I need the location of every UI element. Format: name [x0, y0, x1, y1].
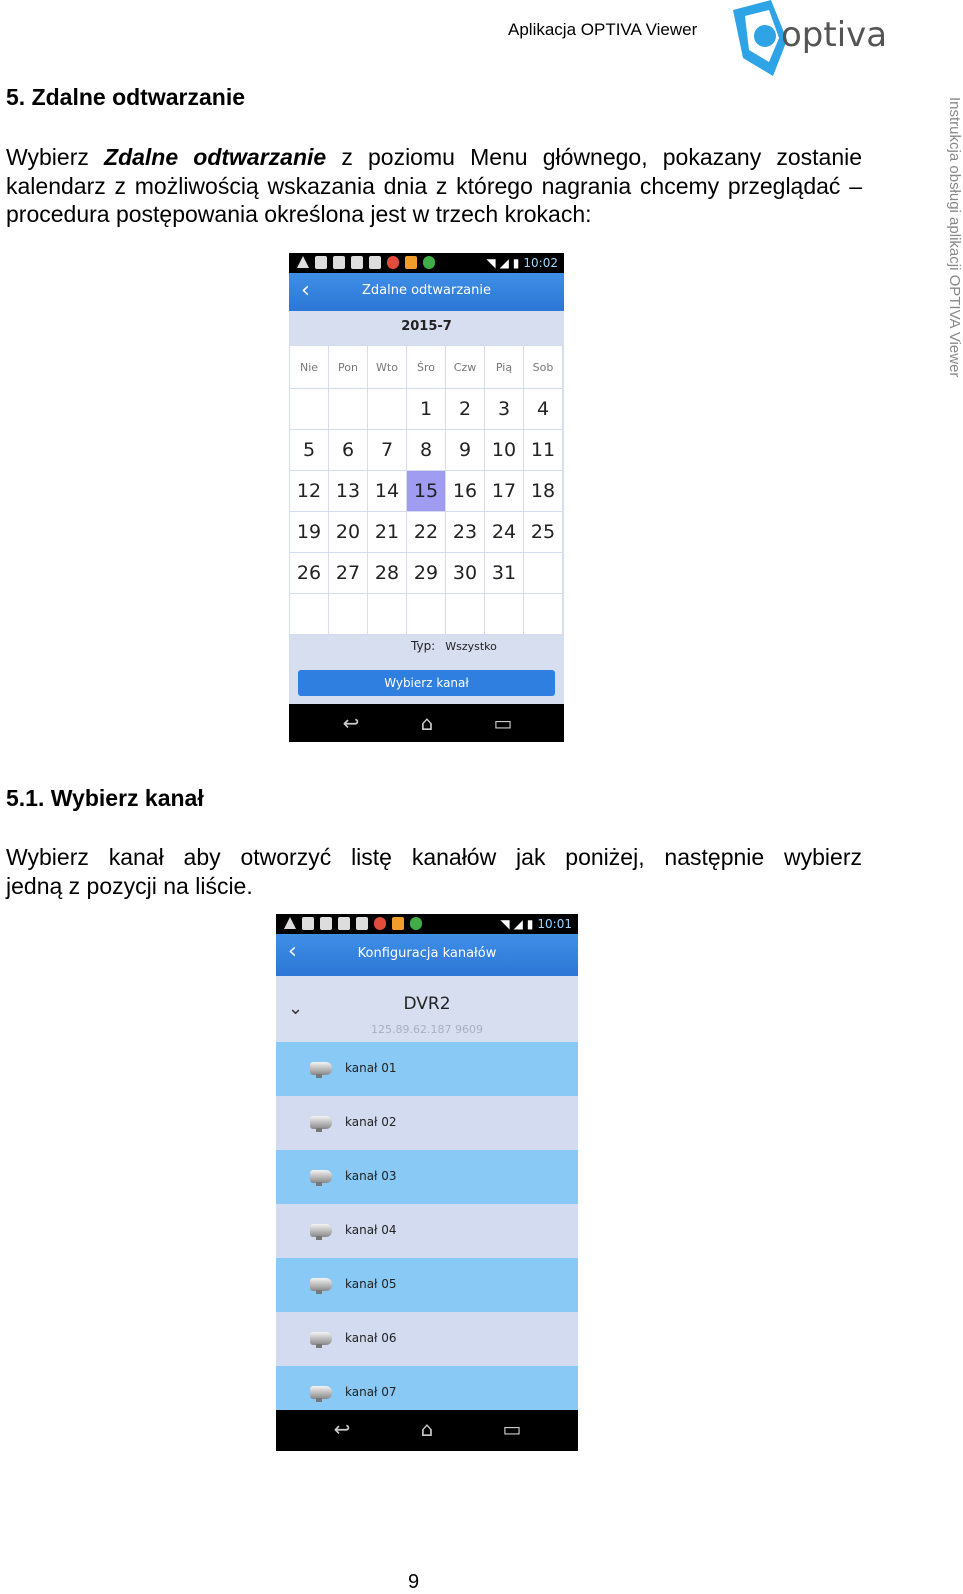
- type-value: Wszystko: [445, 640, 497, 653]
- channel-label: kanał 06: [345, 1331, 397, 1345]
- channel-label: kanał 03: [345, 1169, 397, 1183]
- calendar-day-cell[interactable]: 30: [446, 553, 485, 594]
- channel-label: kanał 05: [345, 1277, 397, 1291]
- channel-config-screenshot: [276, 914, 578, 1451]
- calendar-day-cell[interactable]: 19: [290, 512, 329, 553]
- home-nav-icon[interactable]: ⌂: [420, 1417, 434, 1441]
- channel-item[interactable]: [276, 1258, 578, 1312]
- weekday-header: Wto: [368, 346, 407, 389]
- calendar-day-cell[interactable]: 2: [446, 389, 485, 430]
- camera-icon: [310, 1386, 332, 1399]
- status-bar: [289, 253, 564, 273]
- calendar-day-cell: [368, 594, 407, 635]
- weekday-header: Czw: [446, 346, 485, 389]
- camera-icon: [310, 1278, 332, 1291]
- calendar-day-cell[interactable]: 15: [407, 471, 446, 512]
- calendar-day-cell: [524, 594, 563, 635]
- channel-label: kanał 04: [345, 1223, 397, 1237]
- calendar-week-row: [290, 430, 563, 471]
- camera-icon: [310, 1224, 332, 1237]
- calendar-day-cell[interactable]: 12: [290, 471, 329, 512]
- subsection-text-line: Wybierz kanał aby otworzyć listę kanałów jak poniżej, następnie wybierz: [6, 844, 862, 870]
- weekday-header: Śro: [407, 346, 446, 389]
- subsection-paragraph: [6, 843, 862, 900]
- calendar-day-cell[interactable]: 13: [329, 471, 368, 512]
- calendar-screenshot: [289, 253, 564, 742]
- intro-pre: Wybierz: [6, 144, 105, 170]
- app-icon: [374, 917, 386, 930]
- channel-item[interactable]: [276, 1096, 578, 1150]
- select-channel-button[interactable]: Wybierz kanał: [298, 670, 555, 696]
- app-icon: [392, 917, 404, 930]
- calendar-day-cell[interactable]: 27: [329, 553, 368, 594]
- back-nav-icon[interactable]: ↩: [342, 711, 360, 735]
- weekday-header: Nie: [290, 346, 329, 389]
- calendar-day-cell: [290, 389, 329, 430]
- screen-title: Zdalne odtwarzanie: [362, 283, 491, 298]
- shield-icon: [338, 917, 350, 930]
- weekday-header: Pią: [485, 346, 524, 389]
- image-icon: [369, 256, 381, 269]
- intro-post: z poziomu Menu głównego, pokazany zostanie kalendarz z możliwością wskazania dnia z którego nagrania chcemy przeglądać – procedura postępowania określona jest w trzech krokach:: [6, 144, 863, 227]
- type-label: Typ:: [411, 639, 436, 653]
- home-nav-icon[interactable]: ⌂: [420, 711, 434, 735]
- warning-icon: [284, 917, 296, 929]
- calendar-day-cell[interactable]: 28: [368, 553, 407, 594]
- calendar-week-row: [290, 594, 563, 635]
- calendar-day-cell[interactable]: 21: [368, 512, 407, 553]
- title-bar: [289, 273, 564, 311]
- camera-icon: [310, 1062, 332, 1075]
- chevron-down-icon[interactable]: ⌄: [288, 998, 304, 1019]
- channel-item[interactable]: [276, 1204, 578, 1258]
- screen-title: Konfiguracja kanałów: [357, 946, 497, 961]
- dvr-name: DVR2: [403, 994, 451, 1014]
- calendar-day-cell[interactable]: 14: [368, 471, 407, 512]
- intro-paragraph: [6, 143, 862, 229]
- calendar-day-cell[interactable]: 29: [407, 553, 446, 594]
- battery-icon: ▮: [526, 917, 534, 931]
- calendar-day-cell: [368, 389, 407, 430]
- title-bar: [276, 934, 578, 976]
- calendar-day-cell[interactable]: 5: [290, 430, 329, 471]
- calendar-day-cell[interactable]: 3: [485, 389, 524, 430]
- calendar-day-cell[interactable]: 20: [329, 512, 368, 553]
- image-icon: [356, 917, 368, 930]
- weekday-header: Sob: [524, 346, 563, 389]
- calendar-day-cell[interactable]: 11: [524, 430, 563, 471]
- calendar-day-cell[interactable]: 18: [524, 471, 563, 512]
- calendar-day-cell[interactable]: 6: [329, 430, 368, 471]
- intro-emphasis: Zdalne odtwarzanie: [104, 144, 327, 170]
- usb-icon: [320, 917, 332, 930]
- calendar-day-cell[interactable]: 1: [407, 389, 446, 430]
- camera-icon: [310, 1332, 332, 1345]
- weekday-header: Pon: [329, 346, 368, 389]
- section-heading: 5. Zdalne odtwarzanie: [6, 84, 245, 110]
- app-icon: [410, 917, 422, 930]
- calendar-day-cell[interactable]: 7: [368, 430, 407, 471]
- calendar-day-cell[interactable]: 22: [407, 512, 446, 553]
- android-icon: [302, 917, 314, 930]
- side-document-title: Instrukcja obsługi aplikacji OPTIVA Viewer: [946, 97, 963, 378]
- wifi-icon: ◥: [486, 256, 496, 270]
- calendar-day-cell: [329, 594, 368, 635]
- calendar-day-cell: [485, 594, 524, 635]
- channel-item[interactable]: [276, 1150, 578, 1204]
- calendar-day-cell[interactable]: 24: [485, 512, 524, 553]
- recent-apps-icon[interactable]: ▭: [502, 1417, 522, 1441]
- channel-item[interactable]: [276, 1042, 578, 1096]
- camera-icon: [310, 1170, 332, 1183]
- calendar-day-cell[interactable]: 8: [407, 430, 446, 471]
- android-icon: [315, 256, 327, 269]
- page-number: 9: [408, 1571, 420, 1593]
- channel-item[interactable]: [276, 1312, 578, 1366]
- recent-apps-icon[interactable]: ▭: [493, 711, 513, 735]
- subsection-text-last: jedną z pozycji na liście.: [6, 872, 253, 899]
- back-arrow-icon[interactable]: ‹: [288, 939, 297, 964]
- status-time: 10:02: [523, 256, 558, 270]
- status-time: 10:01: [537, 917, 572, 931]
- calendar-day-cell: [446, 594, 485, 635]
- calendar-day-cell[interactable]: 26: [290, 553, 329, 594]
- calendar-day-cell[interactable]: 25: [524, 512, 563, 553]
- warning-icon: [297, 256, 309, 268]
- signal-icon: ◢: [499, 256, 509, 270]
- calendar-day-cell: [290, 594, 329, 635]
- signal-icon: ◢: [513, 917, 523, 931]
- channel-label: kanał 01: [345, 1061, 397, 1075]
- calendar-day-cell[interactable]: 23: [446, 512, 485, 553]
- dvr-header[interactable]: [276, 976, 578, 1046]
- status-bar: [276, 914, 578, 934]
- back-nav-icon[interactable]: ↩: [333, 1417, 351, 1441]
- calendar-week-row: [290, 512, 563, 553]
- shield-icon: [351, 256, 363, 269]
- calendar-day-cell: [524, 553, 563, 594]
- android-nav-bar: [276, 1410, 578, 1451]
- type-filter[interactable]: [411, 639, 497, 653]
- app-icon: [405, 256, 417, 269]
- calendar-grid: [289, 345, 563, 635]
- month-label: 2015-7: [401, 319, 452, 334]
- dvr-address: 125.89.62.187 9609: [371, 1023, 483, 1036]
- calendar-day-cell[interactable]: 16: [446, 471, 485, 512]
- app-icon: [387, 256, 399, 269]
- channel-label: kanał 07: [345, 1385, 397, 1399]
- app-icon: [423, 256, 435, 269]
- battery-icon: ▮: [512, 256, 520, 270]
- wifi-icon: ◥: [500, 917, 510, 931]
- optiva-logo: [731, 0, 911, 80]
- calendar-week-row: [290, 471, 563, 512]
- subsection-heading: 5.1. Wybierz kanał: [6, 785, 204, 811]
- calendar-day-cell[interactable]: 9: [446, 430, 485, 471]
- app-name-header: Aplikacja OPTIVA Viewer: [508, 20, 698, 39]
- calendar-week-row: [290, 389, 563, 430]
- calendar-day-cell[interactable]: 4: [524, 389, 563, 430]
- calendar-day-cell[interactable]: 17: [485, 471, 524, 512]
- android-nav-bar: [289, 704, 564, 742]
- camera-icon: [310, 1116, 332, 1129]
- calendar-day-cell: [407, 594, 446, 635]
- usb-icon: [333, 256, 345, 269]
- calendar-day-cell[interactable]: 10: [485, 430, 524, 471]
- logo-text: optiva: [781, 15, 888, 55]
- calendar-day-cell[interactable]: 31: [485, 553, 524, 594]
- calendar-day-cell: [329, 389, 368, 430]
- channel-label: kanał 02: [345, 1115, 397, 1129]
- calendar-week-row: [290, 553, 563, 594]
- back-arrow-icon[interactable]: ‹: [301, 278, 310, 303]
